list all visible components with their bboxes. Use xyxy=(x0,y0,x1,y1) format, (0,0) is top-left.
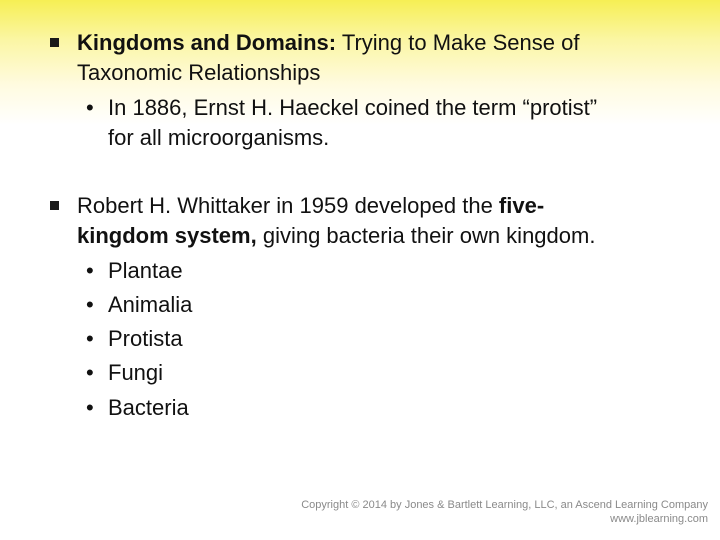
bullet2-line2-plain: giving bacteria their own kingdom. xyxy=(256,223,596,248)
square-bullet-icon xyxy=(50,38,59,47)
round-bullet-icon: • xyxy=(86,292,94,317)
copyright-notice: Copyright © 2014 by Jones & Bartlett Learning, LLC, an Ascend Learning Company xyxy=(301,499,708,511)
round-bullet-icon: • xyxy=(86,360,94,385)
round-bullet-icon: • xyxy=(86,326,94,351)
kingdom-item: Plantae xyxy=(108,258,183,283)
round-bullet-icon: • xyxy=(86,395,94,420)
bullet2-line2-bold: kingdom system, xyxy=(77,223,257,248)
kingdom-item: Protista xyxy=(108,326,183,351)
bullet2-line2 xyxy=(77,219,595,252)
bullet2-line1-bold: five- xyxy=(498,193,545,218)
kingdom-item: Bacteria xyxy=(108,395,189,420)
kingdom-item: Animalia xyxy=(108,292,193,317)
website-text: www.jblearning.com xyxy=(610,513,708,525)
bullet1-heading: Kingdoms and Domains: xyxy=(77,30,337,55)
bullet2-line1 xyxy=(77,189,544,222)
bullet1-heading-rest: Trying to Make Sense of xyxy=(336,30,580,55)
square-bullet-icon xyxy=(50,201,59,210)
bullet1-sub-line1: In 1886, Ernst H. Haeckel coined the term “protist” xyxy=(108,95,598,120)
bullet1-line2: Taxonomic Relationships xyxy=(77,60,321,85)
bullet1-line1 xyxy=(77,26,579,59)
bullet2-line1-plain: Robert H. Whittaker in 1959 developed the xyxy=(77,193,499,218)
round-bullet-icon: • xyxy=(86,95,94,120)
round-bullet-icon: • xyxy=(86,258,94,283)
bullet1-sub-line2: for all microorganisms. xyxy=(108,125,330,150)
kingdom-item: Fungi xyxy=(108,360,164,385)
